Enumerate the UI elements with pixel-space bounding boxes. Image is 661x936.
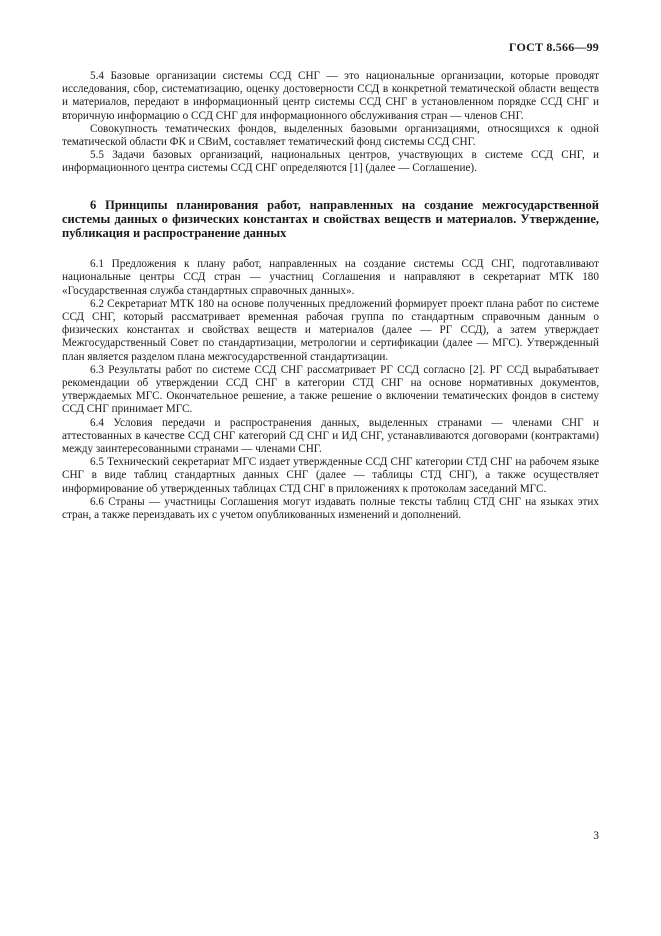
page-body	[62, 70, 599, 522]
paragraph-5-4: 5.4 Базовые организации системы ССД СНГ — это национальные организации, которые проводят исследования, сбор, систематизацию, оценку достоверности ССД в конкретной тематической области веществ и материалов, передают в информационный центр системы ССД СНГ в установленном порядке ССД СНГ и вторичную информацию о ССД СНГ для информационного обслуживания стран — членов СНГ.	[62, 70, 599, 122]
paragraph-5-5: 5.5 Задачи базовых организаций, национальных центров, участвующих в системе ССД СНГ, и информационного центра системы ССД СНГ определяются [1] (далее — Соглашение).	[62, 149, 599, 175]
page-number: 3	[593, 830, 599, 842]
paragraph-5-4-continuation: Совокупность тематических фондов, выделенных базовыми организациями, относящихся к одной тематической области ФК и СВиМ, составляет тематический фонд системы ССД СНГ.	[62, 122, 599, 149]
section-6-heading: 6 Принципы планирования работ, направленных на создание межгосударственной системы данных о физических константах и свойствах веществ и материалов. Утверждение, публикация и распространение данных	[62, 197, 599, 241]
paragraph-6-4: 6.4 Условия передачи и распространения данных, выделенных странами — членами СНГ и аттестованных в качестве ССД СНГ категорий СД СНГ и ИД СНГ, устанавливаются договорами (контрактами) между заинтересованными странами — членами СНГ.	[62, 416, 599, 456]
paragraph-6-5: 6.5 Технический секретариат МГС издает утвержденные ССД СНГ категории СТД СНГ на рабочем языке СНГ в виде таблиц стандартных данных СНГ (далее — таблицы СТД СНГ), а также осуществляет информирование об утвержденных таблицах СТД СНГ в приложениях к протоколам заседаний МГС.	[62, 456, 599, 495]
paragraph-6-3: 6.3 Результаты работ по системе ССД СНГ рассматривает РГ ССД согласно [2]. РГ ССД вырабатывает рекомендации об утверждении ССД СНГ в категории СТД СНГ на основе нормативных документов, утверждаемых МГС. Окончательное решение, а также решение о включении тематических фондов в систему ССД СНГ принимает МГС.	[62, 363, 599, 416]
standard-code-header: ГОСТ 8.566—99	[508, 40, 599, 54]
paragraph-6-6: 6.6 Страны — участницы Соглашения могут издавать полные тексты таблиц СТД СНГ на языках этих стран, а также переиздавать их с учетом опубликованных изменений и дополнений.	[62, 495, 599, 522]
paragraph-6-1: 6.1 Предложения к плану работ, направленных на создание системы ССД СНГ, подготавливают национальные центры ССД стран — участниц Соглашения и направляют в секретариат МТК 180 «Государственная служба стандартных справочных данных».	[62, 258, 599, 297]
paragraph-6-2: 6.2 Секретариат МТК 180 на основе полученных предложений формирует проект плана работ по системе ССД СНГ, который рассматривает временная рабочая группа по стандартным справочным данным о физических константах и свойствах веществ и материалов (далее — РГ ССД), а затем утверждает Межгосударственный Совет по стандартизации, метрологии и сертификации (далее — МГС). Утвержденный план является разделом плана межгосударственной стандартизации.	[62, 297, 599, 363]
